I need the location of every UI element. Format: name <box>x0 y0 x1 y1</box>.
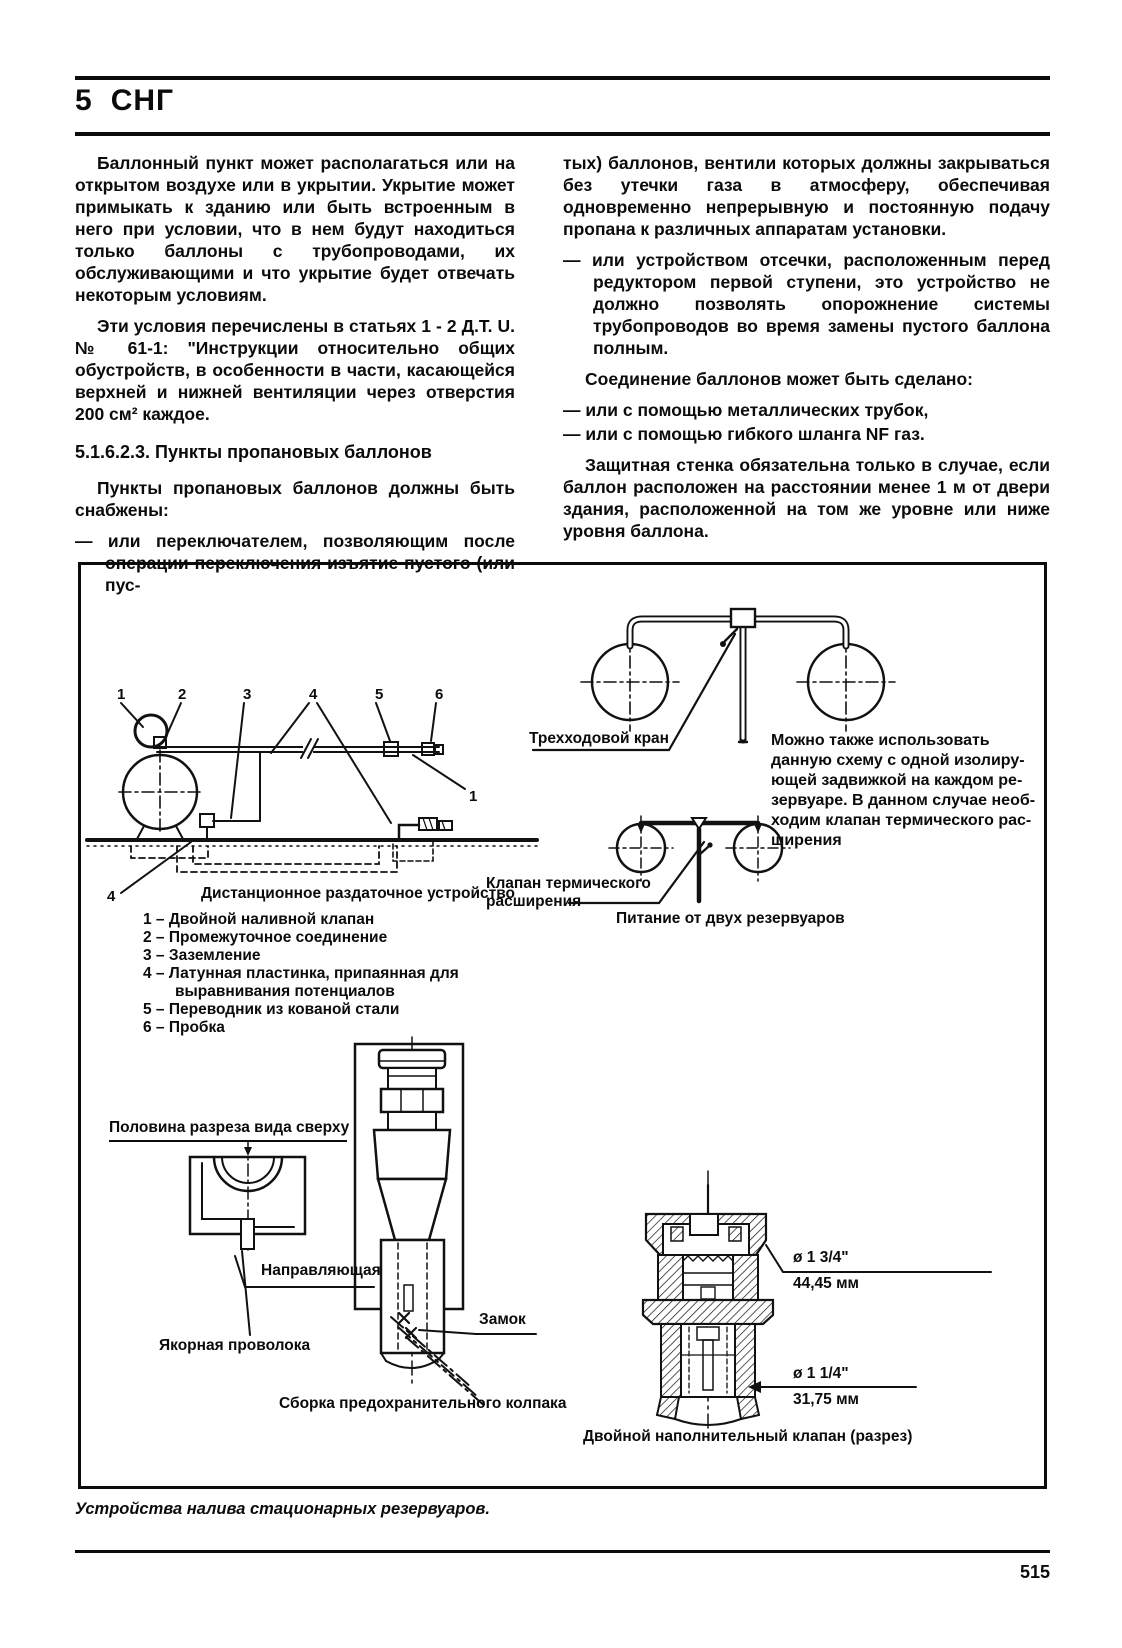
note-line: Можно также использовать <box>771 732 990 749</box>
thermal-expansion-valve-label: Клапан термического расширения <box>486 875 651 910</box>
dimension-1-inch: ø 1 3/4" <box>793 1249 849 1266</box>
page-number: 515 <box>1019 1562 1050 1582</box>
paragraph: Эти условия перечислены в статьях 1 - 2 Д.Т. U. № 61-1: "Инструкции относительно общих обустройств, в особенности в части, касающейся верхней и нижней вентиляции через отверстия 200 см² каждое. <box>75 316 515 424</box>
bullet-item: — или с помощью гибкого шланга NF газ. <box>563 424 925 444</box>
legend-item: 4 – Латунная пластинка, припаянная для выравнивания потенциалов <box>143 965 459 1000</box>
legend-item: 2 – Промежуточное соединение <box>143 929 388 946</box>
heading-rule <box>75 132 1050 136</box>
feed-caption: Питание от двух резервуаров <box>616 910 845 927</box>
footer-rule <box>75 1550 1050 1553</box>
tank-callout-1: 1 <box>117 686 126 703</box>
legend-item: 6 – Пробка <box>143 1019 225 1036</box>
chapter-heading <box>75 84 174 118</box>
note-line: ходим клапан термического рас- <box>771 812 1032 829</box>
body-text <box>75 152 1050 605</box>
protective-cap-assembly-drawing <box>136 1035 581 1440</box>
note-line: ющей задвижкой на каждом ре- <box>771 772 1023 789</box>
lock-label: Замок <box>479 1311 526 1328</box>
tank-diagram-title: Дистанционное раздаточное устройство <box>201 885 515 902</box>
three-way-valve-label: Трехходовой кран <box>529 730 670 747</box>
right-column <box>563 152 1050 605</box>
tank-legend <box>143 911 495 1037</box>
half-section-label: Половина разреза вида сверху <box>109 1119 347 1142</box>
legend-item: 5 – Переводник из кованой стали <box>143 1001 400 1018</box>
dimension-1-mm: 44,45 мм <box>793 1275 860 1292</box>
section-heading: 5.1.6.2.3. Пункты пропановых баллонов <box>75 442 432 462</box>
guide-label: Направляющая <box>261 1262 381 1279</box>
paragraph: Защитная стенка обязательна только в случае, если баллон расположен на расстоянии менее 1 м от двери здания, расположенной на том же уровне или ниже уровня баллона. <box>563 455 1050 541</box>
paragraph: тых) баллонов, вентили которых должны закрываться без утечки газа в атмосферу, обеспечивая одновременно непрерывную и постоянную подачу пропана к различных аппаратам установки. <box>563 153 1050 239</box>
tank-callout-5: 5 <box>375 686 384 703</box>
legend-item: 3 – Заземление <box>143 947 261 964</box>
dimension-2-inch: ø 1 1/4" <box>793 1365 849 1382</box>
anchor-wire-label: Якорная проволока <box>159 1337 311 1354</box>
dimension-2-mm: 31,75 мм <box>793 1391 860 1408</box>
top-rule <box>75 76 1050 80</box>
tank-callout-2: 2 <box>178 686 187 703</box>
tank-callout-bottom-4: 4 <box>107 888 116 905</box>
note-line: зервуаре. В данном случае необ- <box>771 792 1036 809</box>
bullet-item: — или переключателем, позволяющим после операции переключения изъятие пустого (или пус- <box>75 531 515 595</box>
paragraph: Соединение баллонов может быть сделано: <box>585 369 974 389</box>
tank-callout-6: 6 <box>435 686 444 703</box>
tank-callout-right-1: 1 <box>469 788 478 805</box>
paragraph: Пункты пропановых баллонов должны быть снабжены: <box>75 478 515 520</box>
paragraph: Баллонный пункт может располагаться или на открытом воздухе или в укрытии. Укрытие может примыкать к зданию или быть встроенным в него при условии, что в нем будут находиться только баллоны с трубопроводами, их обслуживающими и что укрытие будет отвечать некоторым условиям. <box>75 153 515 305</box>
figure-caption: Устройства налива стационарных резервуаров. <box>75 1500 490 1518</box>
note-line: ширения <box>771 832 842 849</box>
tank-callout-4: 4 <box>309 686 318 703</box>
figure-box <box>78 562 1047 1489</box>
bullet-item: — или с помощью металлических трубок, <box>563 400 929 420</box>
legend-item: 1 – Двойной наливной клапан <box>143 911 375 928</box>
tank-callout-3: 3 <box>243 686 252 703</box>
chapter-number: 5 <box>75 84 93 117</box>
note-line: данную схему с одной изолиру- <box>771 752 1025 769</box>
chapter-title: СНГ <box>110 84 175 117</box>
bullet-item: — или устройством отсечки, расположенным перед редуктором первой ступени, это устройство не должно позволять опорожнение системы трубопроводов во время замены пустого баллона полным. <box>563 250 1050 358</box>
valve-section-caption: Двойной наполнительный клапан (разрез) <box>583 1428 913 1445</box>
left-column <box>75 152 515 605</box>
cap-assembly-caption: Сборка предохранительного колпака <box>279 1395 567 1412</box>
